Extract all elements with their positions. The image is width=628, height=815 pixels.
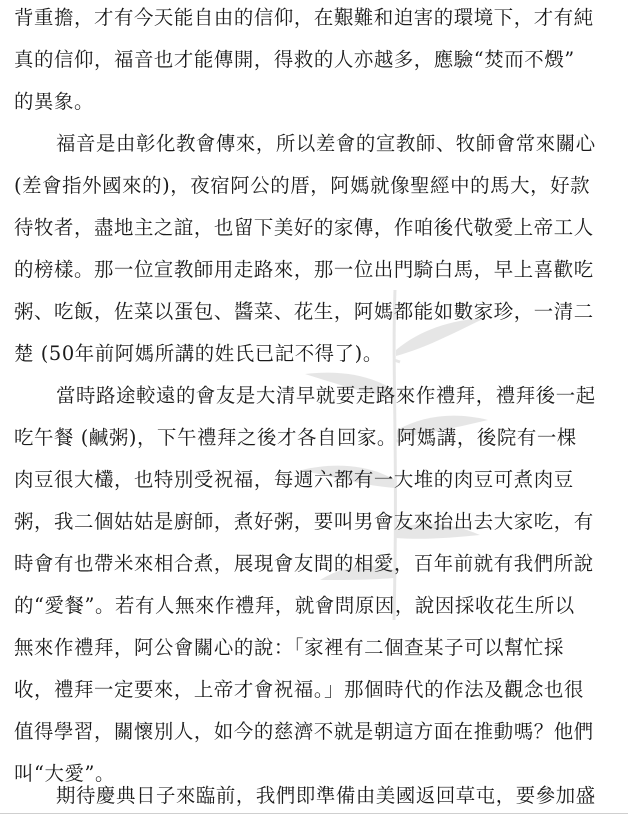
text-line: 楚 (50年前阿媽所講的姓氏已記不得了)。 (14, 342, 383, 365)
text-line: 真的信仰，福音也才能傳開，得救的人亦越多，應驗“焚而不燬” (14, 48, 575, 71)
text-line: 收，禮拜一定要來，上帝才會祝福。」那個時代的作法及觀念也很 (14, 678, 585, 701)
text-line: 期待慶典日子來臨前，我們即準備由美國返回草屯，要參加盛 (56, 784, 596, 807)
text-line: 叫“大愛”。 (14, 762, 115, 785)
page-bottom-rule (0, 813, 628, 814)
text-line: 粥，我二個姑姑是廚師，煮好粥，要叫男會友來抬出去大家吃，有 (14, 510, 594, 533)
text-line: 的榜樣。那一位宣教師用走路來，那一位出門騎白馬，早上喜歡吃 (14, 258, 594, 281)
text-line: 的“愛餐”。若有人無來作禮拜，就會問原因，說因採收花生所以 (14, 594, 575, 617)
text-line: 當時路途較遠的會友是大清早就要走路來作禮拜，禮拜後一起 (56, 384, 596, 407)
text-line: 待牧者，盡地主之誼，也留下美好的家傳，作咱後代敬愛上帝工人 (14, 216, 594, 239)
text-line: 值得學習，關懷別人，如今的慈濟不就是朝這方面在推動嗎？他們 (14, 720, 594, 743)
text-line: (差會指外國來的)，夜宿阿公的厝，阿媽就像聖經中的馬大，好款 (14, 174, 591, 197)
text-line: 吃午餐 (鹹粥)，下午禮拜之後才各自回家。阿媽講，後院有一棵 (14, 426, 577, 449)
text-line: 肉豆很大欉，也特別受祝福，每週六都有一大堆的肉豆可煮肉豆 (14, 468, 574, 491)
text-line: 背重擔，才有今天能自由的信仰，在艱難和迫害的環境下，才有純 (14, 6, 594, 29)
text-line: 的異象。 (14, 90, 94, 113)
text-line: 無來作禮拜，阿公會關心的說：「家裡有二個查某子可以幫忙採 (14, 636, 565, 659)
text-line: 粥、吃飯，佐菜以蛋包、醬菜、花生，阿媽都能如數家珍，一清二 (14, 300, 594, 323)
text-line: 福音是由彰化教會傳來，所以差會的宣教師、牧師會常來關心 (56, 132, 596, 155)
text-line: 時會有也帶米來相合煮，展現會友間的相愛，百年前就有我們所說 (14, 552, 594, 575)
